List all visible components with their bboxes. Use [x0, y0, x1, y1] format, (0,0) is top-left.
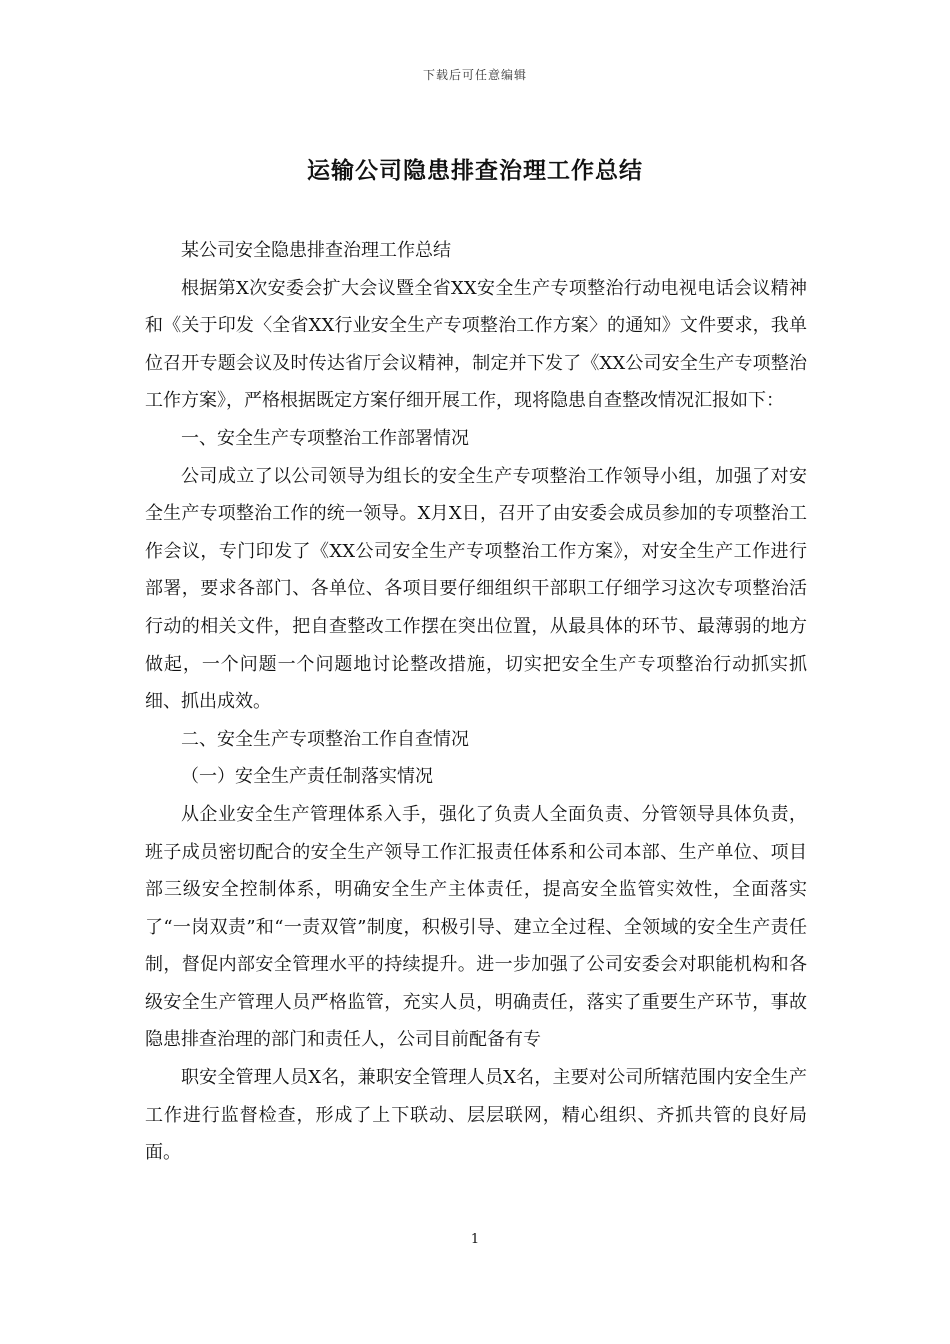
subsection-heading-1: （一）安全生产责任制落实情况 — [181, 766, 433, 788]
paragraph-deployment: 公司成立了以公司领导为组长的安全生产专项整治工作领导小组，加强了对安全生产专项整治工作的统一领导。X月X日，召开了由安委会成员参加的专项整治工作会议，专门印发了《XX公司安全生产专项整治工作方案》，对安全生产工作进行部署，要求各部门、各单位、各项目要仔细组织干部职工仔细学习这次专项整治活行动的相关文件，把自查整改工作摆在突出位置，从最具体的环节、最薄弱的地方做起，一个问题一个问题地讨论整改措施，切实把安全生产专项整治行动抓实抓细、抓出成效。 — [145, 465, 807, 713]
section-heading-1: 一、安全生产专项整治工作部署情况 — [181, 427, 469, 449]
paragraph-responsibility: 从企业安全生产管理体系入手，强化了负责人全面负责、分管领导具体负责，班子成员密切配合的安全生产领导工作汇报责任体系和公司本部、生产单位、项目部三级安全控制体系，明确安全生产主体责任，提高安全监管实效性，全面落实了“一岗双责”和“一责双管”制度，积极引导、建立全过程、全领域的安全生产责任制，督促内部安全管理水平的持续提升。进一步加强了公司安委会对职能机构和各级安全生产管理人员严格监管，充实人员，明确责任，落实了重要生产环节，事故隐患排查治理的部门和责任人，公司目前配备有专 — [145, 803, 807, 1051]
paragraph-staffing: 职安全管理人员X名，兼职安全管理人员X名，主要对公司所辖范围内安全生产工作进行监督检查，形成了上下联动、层层联网，精心组织、齐抓共管的良好局面。 — [145, 1067, 807, 1164]
paragraph-intro: 根据第X次安委会扩大会议暨全省XX安全生产专项整治行动电视电话会议精神和《关于印发〈全省XX行业安全生产专项整治工作方案〉的通知》文件要求，我单位召开专题会议及时传达省厅会议精神，制定并下发了《XX公司安全生产专项整治工作方案》，严格根据既定方案仔细开展工作，现将隐患自查整改情况汇报如下： — [145, 277, 807, 412]
section-heading-2: 二、安全生产专项整治工作自查情况 — [181, 728, 469, 750]
paragraph-subtitle: 某公司安全隐患排查治理工作总结 — [181, 240, 451, 261]
document-body — [145, 232, 807, 1172]
document-title: 运输公司隐患排查治理工作总结 — [307, 157, 643, 184]
page-number: 1 — [470, 1232, 480, 1247]
download-note: 下载后可任意编辑 — [422, 68, 527, 82]
